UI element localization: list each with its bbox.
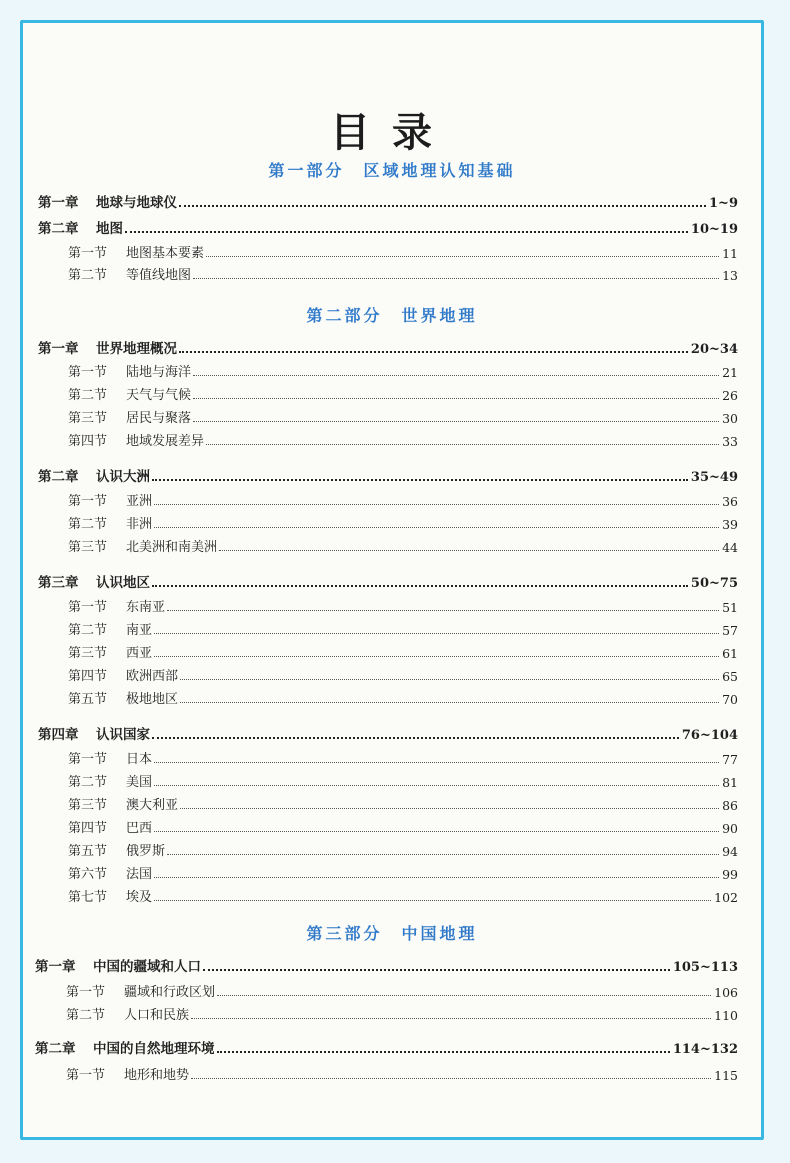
page-range: 76~104 bbox=[681, 728, 738, 743]
section-number: 第二节 bbox=[68, 388, 108, 403]
section-number: 第三节 bbox=[68, 411, 108, 426]
chapter-number: 第一章 bbox=[38, 195, 79, 211]
section-number: 第一节 bbox=[68, 246, 108, 261]
dot-leader bbox=[179, 204, 706, 207]
dot-leader bbox=[180, 678, 719, 680]
section-title: 西亚 bbox=[126, 646, 153, 661]
page-range: 35~49 bbox=[690, 470, 738, 485]
section-number: 第一节 bbox=[66, 985, 106, 1000]
toc-section[interactable] bbox=[68, 595, 738, 615]
section-number: 第四节 bbox=[68, 434, 108, 449]
toc-section[interactable] bbox=[68, 770, 738, 790]
toc-section[interactable] bbox=[68, 241, 738, 261]
dot-leader bbox=[154, 899, 711, 901]
page-number: 90 bbox=[722, 821, 738, 836]
page-number: 51 bbox=[722, 600, 738, 615]
dot-leader bbox=[154, 632, 719, 634]
section-title: 法国 bbox=[126, 867, 153, 882]
section-number: 第二节 bbox=[68, 268, 108, 283]
page-number: 81 bbox=[722, 775, 738, 790]
part-heading-2: 第二部分 世界地理 bbox=[306, 306, 478, 325]
section-title: 日本 bbox=[126, 752, 153, 767]
dot-leader bbox=[180, 807, 719, 809]
section-number: 第一节 bbox=[68, 600, 108, 615]
page-title: 目录 bbox=[330, 110, 454, 156]
toc-section[interactable] bbox=[68, 263, 738, 283]
section-title: 居民与聚落 bbox=[126, 411, 192, 426]
dot-leader bbox=[193, 420, 719, 422]
dot-leader bbox=[152, 478, 688, 481]
page-number: 21 bbox=[722, 365, 738, 380]
page-number: 13 bbox=[722, 268, 738, 283]
dot-leader bbox=[217, 994, 711, 996]
page-number: 44 bbox=[722, 540, 738, 555]
section-title: 欧洲西部 bbox=[126, 669, 179, 684]
section-title: 人口和民族 bbox=[124, 1008, 190, 1023]
dot-leader bbox=[154, 784, 719, 786]
page-number: 11 bbox=[722, 246, 738, 261]
chapter-title: 认识国家 bbox=[96, 727, 150, 743]
page-number: 30 bbox=[722, 411, 738, 426]
section-number: 第一节 bbox=[68, 494, 108, 509]
toc-section[interactable] bbox=[68, 360, 738, 380]
section-number: 第二节 bbox=[68, 775, 108, 790]
dot-leader bbox=[191, 1017, 711, 1019]
page-number: 94 bbox=[722, 844, 738, 859]
toc-section[interactable] bbox=[66, 980, 738, 1000]
dot-leader bbox=[193, 397, 719, 399]
page-number: 26 bbox=[722, 388, 738, 403]
dot-leader bbox=[154, 830, 719, 832]
chapter-number: 第三章 bbox=[38, 575, 79, 591]
toc-section[interactable] bbox=[68, 512, 738, 532]
section-title: 陆地与海洋 bbox=[126, 365, 192, 380]
part-heading-1: 第一部分 区域地理认知基础 bbox=[268, 161, 516, 180]
page-frame bbox=[20, 20, 764, 1140]
dot-leader bbox=[193, 374, 719, 376]
toc-chapter[interactable] bbox=[38, 217, 738, 237]
toc-section[interactable] bbox=[68, 687, 738, 707]
toc-chapter[interactable] bbox=[38, 571, 738, 591]
toc-section[interactable] bbox=[68, 429, 738, 449]
page-range: 1~9 bbox=[709, 196, 738, 211]
section-number: 第四节 bbox=[68, 821, 108, 836]
section-number: 第二节 bbox=[68, 517, 108, 532]
dot-leader bbox=[206, 255, 719, 257]
toc-section[interactable] bbox=[68, 793, 738, 813]
chapter-title: 认识地区 bbox=[96, 575, 150, 591]
dot-leader bbox=[167, 609, 719, 611]
page-number: 77 bbox=[722, 752, 738, 767]
section-number: 第一节 bbox=[68, 365, 108, 380]
section-title: 北美洲和南美洲 bbox=[126, 540, 218, 555]
section-title: 澳大利亚 bbox=[126, 798, 179, 813]
toc-section[interactable] bbox=[68, 885, 738, 905]
page-number: 106 bbox=[714, 985, 738, 1000]
dot-leader bbox=[217, 1050, 670, 1053]
toc-section[interactable] bbox=[68, 383, 738, 403]
toc-section[interactable] bbox=[68, 664, 738, 684]
section-number: 第七节 bbox=[68, 890, 108, 905]
part-heading-3: 第三部分 中国地理 bbox=[306, 924, 478, 943]
toc-section[interactable] bbox=[68, 747, 738, 767]
chapter-title: 中国的疆域和人口 bbox=[93, 959, 201, 975]
section-title: 极地地区 bbox=[126, 692, 179, 707]
toc-section[interactable] bbox=[68, 489, 738, 509]
page-number: 102 bbox=[714, 890, 738, 905]
section-title: 亚洲 bbox=[126, 494, 153, 509]
page-number: 99 bbox=[722, 867, 738, 882]
page-number: 86 bbox=[722, 798, 738, 813]
toc-chapter[interactable] bbox=[35, 1037, 738, 1057]
page-range: 105~113 bbox=[672, 960, 738, 975]
section-title: 东南亚 bbox=[126, 600, 166, 615]
section-number: 第一节 bbox=[66, 1068, 106, 1083]
dot-leader bbox=[154, 655, 719, 657]
dot-leader bbox=[179, 350, 688, 353]
section-title: 俄罗斯 bbox=[126, 844, 166, 859]
section-number: 第五节 bbox=[68, 692, 108, 707]
toc-chapter[interactable] bbox=[38, 337, 738, 357]
section-title: 非洲 bbox=[126, 517, 153, 532]
toc-chapter[interactable] bbox=[38, 191, 738, 211]
page-number: 115 bbox=[714, 1068, 738, 1083]
toc-section[interactable] bbox=[68, 839, 738, 859]
page-number: 65 bbox=[722, 669, 738, 684]
page-range: 50~75 bbox=[690, 576, 738, 591]
dot-leader bbox=[125, 230, 688, 233]
section-number: 第二节 bbox=[68, 623, 108, 638]
section-title: 地形和地势 bbox=[124, 1068, 190, 1083]
chapter-number: 第二章 bbox=[38, 469, 79, 485]
page-number: 39 bbox=[722, 517, 738, 532]
dot-leader bbox=[180, 701, 719, 703]
chapter-number: 第一章 bbox=[35, 959, 76, 975]
section-number: 第三节 bbox=[68, 540, 108, 555]
toc-section[interactable] bbox=[68, 816, 738, 836]
page-number: 33 bbox=[722, 434, 738, 449]
dot-leader bbox=[154, 761, 719, 763]
page-number: 70 bbox=[722, 692, 738, 707]
dot-leader bbox=[152, 736, 679, 739]
dot-leader bbox=[219, 549, 719, 551]
section-number: 第二节 bbox=[66, 1008, 106, 1023]
toc-section[interactable] bbox=[68, 406, 738, 426]
section-title: 疆域和行政区划 bbox=[124, 985, 216, 1000]
chapter-title: 地图 bbox=[96, 221, 123, 237]
dot-leader bbox=[154, 876, 719, 878]
section-number: 第一节 bbox=[68, 752, 108, 767]
page-number: 57 bbox=[722, 623, 738, 638]
section-number: 第五节 bbox=[68, 844, 108, 859]
dot-leader bbox=[154, 503, 719, 505]
dot-leader bbox=[167, 853, 719, 855]
dot-leader bbox=[193, 277, 719, 279]
toc-section[interactable] bbox=[66, 1003, 738, 1023]
toc-section[interactable] bbox=[68, 618, 738, 638]
dot-leader bbox=[154, 526, 719, 528]
chapter-title: 地球与地球仪 bbox=[96, 195, 177, 211]
section-title: 地域发展差异 bbox=[126, 434, 205, 449]
page-number: 36 bbox=[722, 494, 738, 509]
section-title: 美国 bbox=[126, 775, 153, 790]
section-title: 埃及 bbox=[126, 890, 153, 905]
section-number: 第四节 bbox=[68, 669, 108, 684]
chapter-title: 中国的自然地理环境 bbox=[93, 1041, 215, 1057]
toc-section[interactable] bbox=[68, 641, 738, 661]
page-number: 61 bbox=[722, 646, 738, 661]
section-title: 天气与气候 bbox=[126, 388, 192, 403]
chapter-title: 认识大洲 bbox=[96, 469, 150, 485]
page-range: 10~19 bbox=[690, 222, 738, 237]
dot-leader bbox=[203, 968, 670, 971]
toc-section[interactable] bbox=[68, 862, 738, 882]
page-range: 20~34 bbox=[690, 342, 738, 357]
toc-chapter[interactable] bbox=[38, 465, 738, 485]
chapter-title: 世界地理概况 bbox=[96, 341, 177, 357]
section-title: 南亚 bbox=[126, 623, 153, 638]
dot-leader bbox=[191, 1077, 711, 1079]
toc-chapter[interactable] bbox=[35, 955, 738, 975]
dot-leader bbox=[206, 443, 719, 445]
section-title: 巴西 bbox=[126, 821, 153, 836]
section-number: 第六节 bbox=[68, 867, 108, 882]
dot-leader bbox=[152, 584, 688, 587]
section-number: 第三节 bbox=[68, 798, 108, 813]
chapter-number: 第一章 bbox=[38, 341, 79, 357]
chapter-number: 第四章 bbox=[38, 727, 79, 743]
section-title: 地图基本要素 bbox=[126, 246, 205, 261]
section-number: 第三节 bbox=[68, 646, 108, 661]
section-title: 等值线地图 bbox=[126, 268, 192, 283]
toc-section[interactable] bbox=[68, 535, 738, 555]
toc-chapter[interactable] bbox=[38, 723, 738, 743]
page-number: 110 bbox=[714, 1008, 738, 1023]
chapter-number: 第二章 bbox=[38, 221, 79, 237]
page-range: 114~132 bbox=[672, 1042, 738, 1057]
chapter-number: 第二章 bbox=[35, 1041, 76, 1057]
toc-section[interactable] bbox=[66, 1063, 738, 1083]
